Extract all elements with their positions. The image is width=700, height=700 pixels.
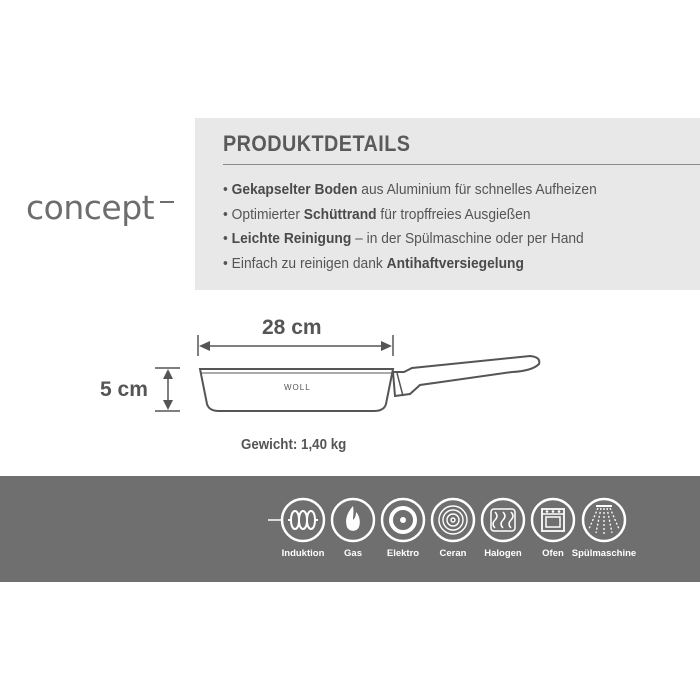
cooktop-label-spuelmaschine: Spülmaschine	[571, 548, 637, 559]
pan-brand-label: WOLL	[284, 383, 311, 392]
dishwasher-spray-icon	[583, 499, 625, 541]
list-item: • Leichte Reinigung – in der Spülmaschine oder per Hand	[223, 230, 584, 247]
cooktop-icons	[0, 476, 700, 582]
induction-icon	[282, 499, 324, 541]
electric-plate-icon	[382, 499, 424, 541]
cooktop-label-ceran: Ceran	[439, 548, 467, 559]
pan-handle	[393, 356, 539, 396]
width-label: 28 cm	[262, 316, 322, 339]
brand-logo: concept	[26, 188, 155, 227]
list-item: • Gekapselter Boden aus Aluminium für schnelles Aufheizen	[223, 181, 597, 198]
ceramic-spiral-icon	[432, 499, 474, 541]
cooktop-label-halogen: Halogen	[484, 548, 522, 559]
details-title: PRODUKTDETAILS	[223, 131, 411, 156]
height-label: 5 cm	[100, 378, 148, 401]
halogen-icon	[482, 499, 524, 541]
cooktop-band	[0, 476, 700, 582]
cooktop-label-induktion: Induktion	[281, 548, 325, 559]
oven-icon	[532, 499, 574, 541]
height-dimension-arrow	[155, 368, 180, 411]
list-item: • Optimierter Schüttrand für tropffreies Ausgießen	[223, 205, 531, 223]
cooktop-label-gas: Gas	[344, 548, 362, 559]
weight-label: Gewicht: 1,40 kg	[241, 437, 347, 453]
list-item: • Einfach zu reinigen dank Antihaftversiegelung	[223, 254, 524, 272]
gas-flame-icon	[332, 499, 374, 541]
cooktop-label-ofen: Ofen	[542, 548, 564, 559]
cooktop-label-elektro: Elektro	[386, 548, 420, 559]
